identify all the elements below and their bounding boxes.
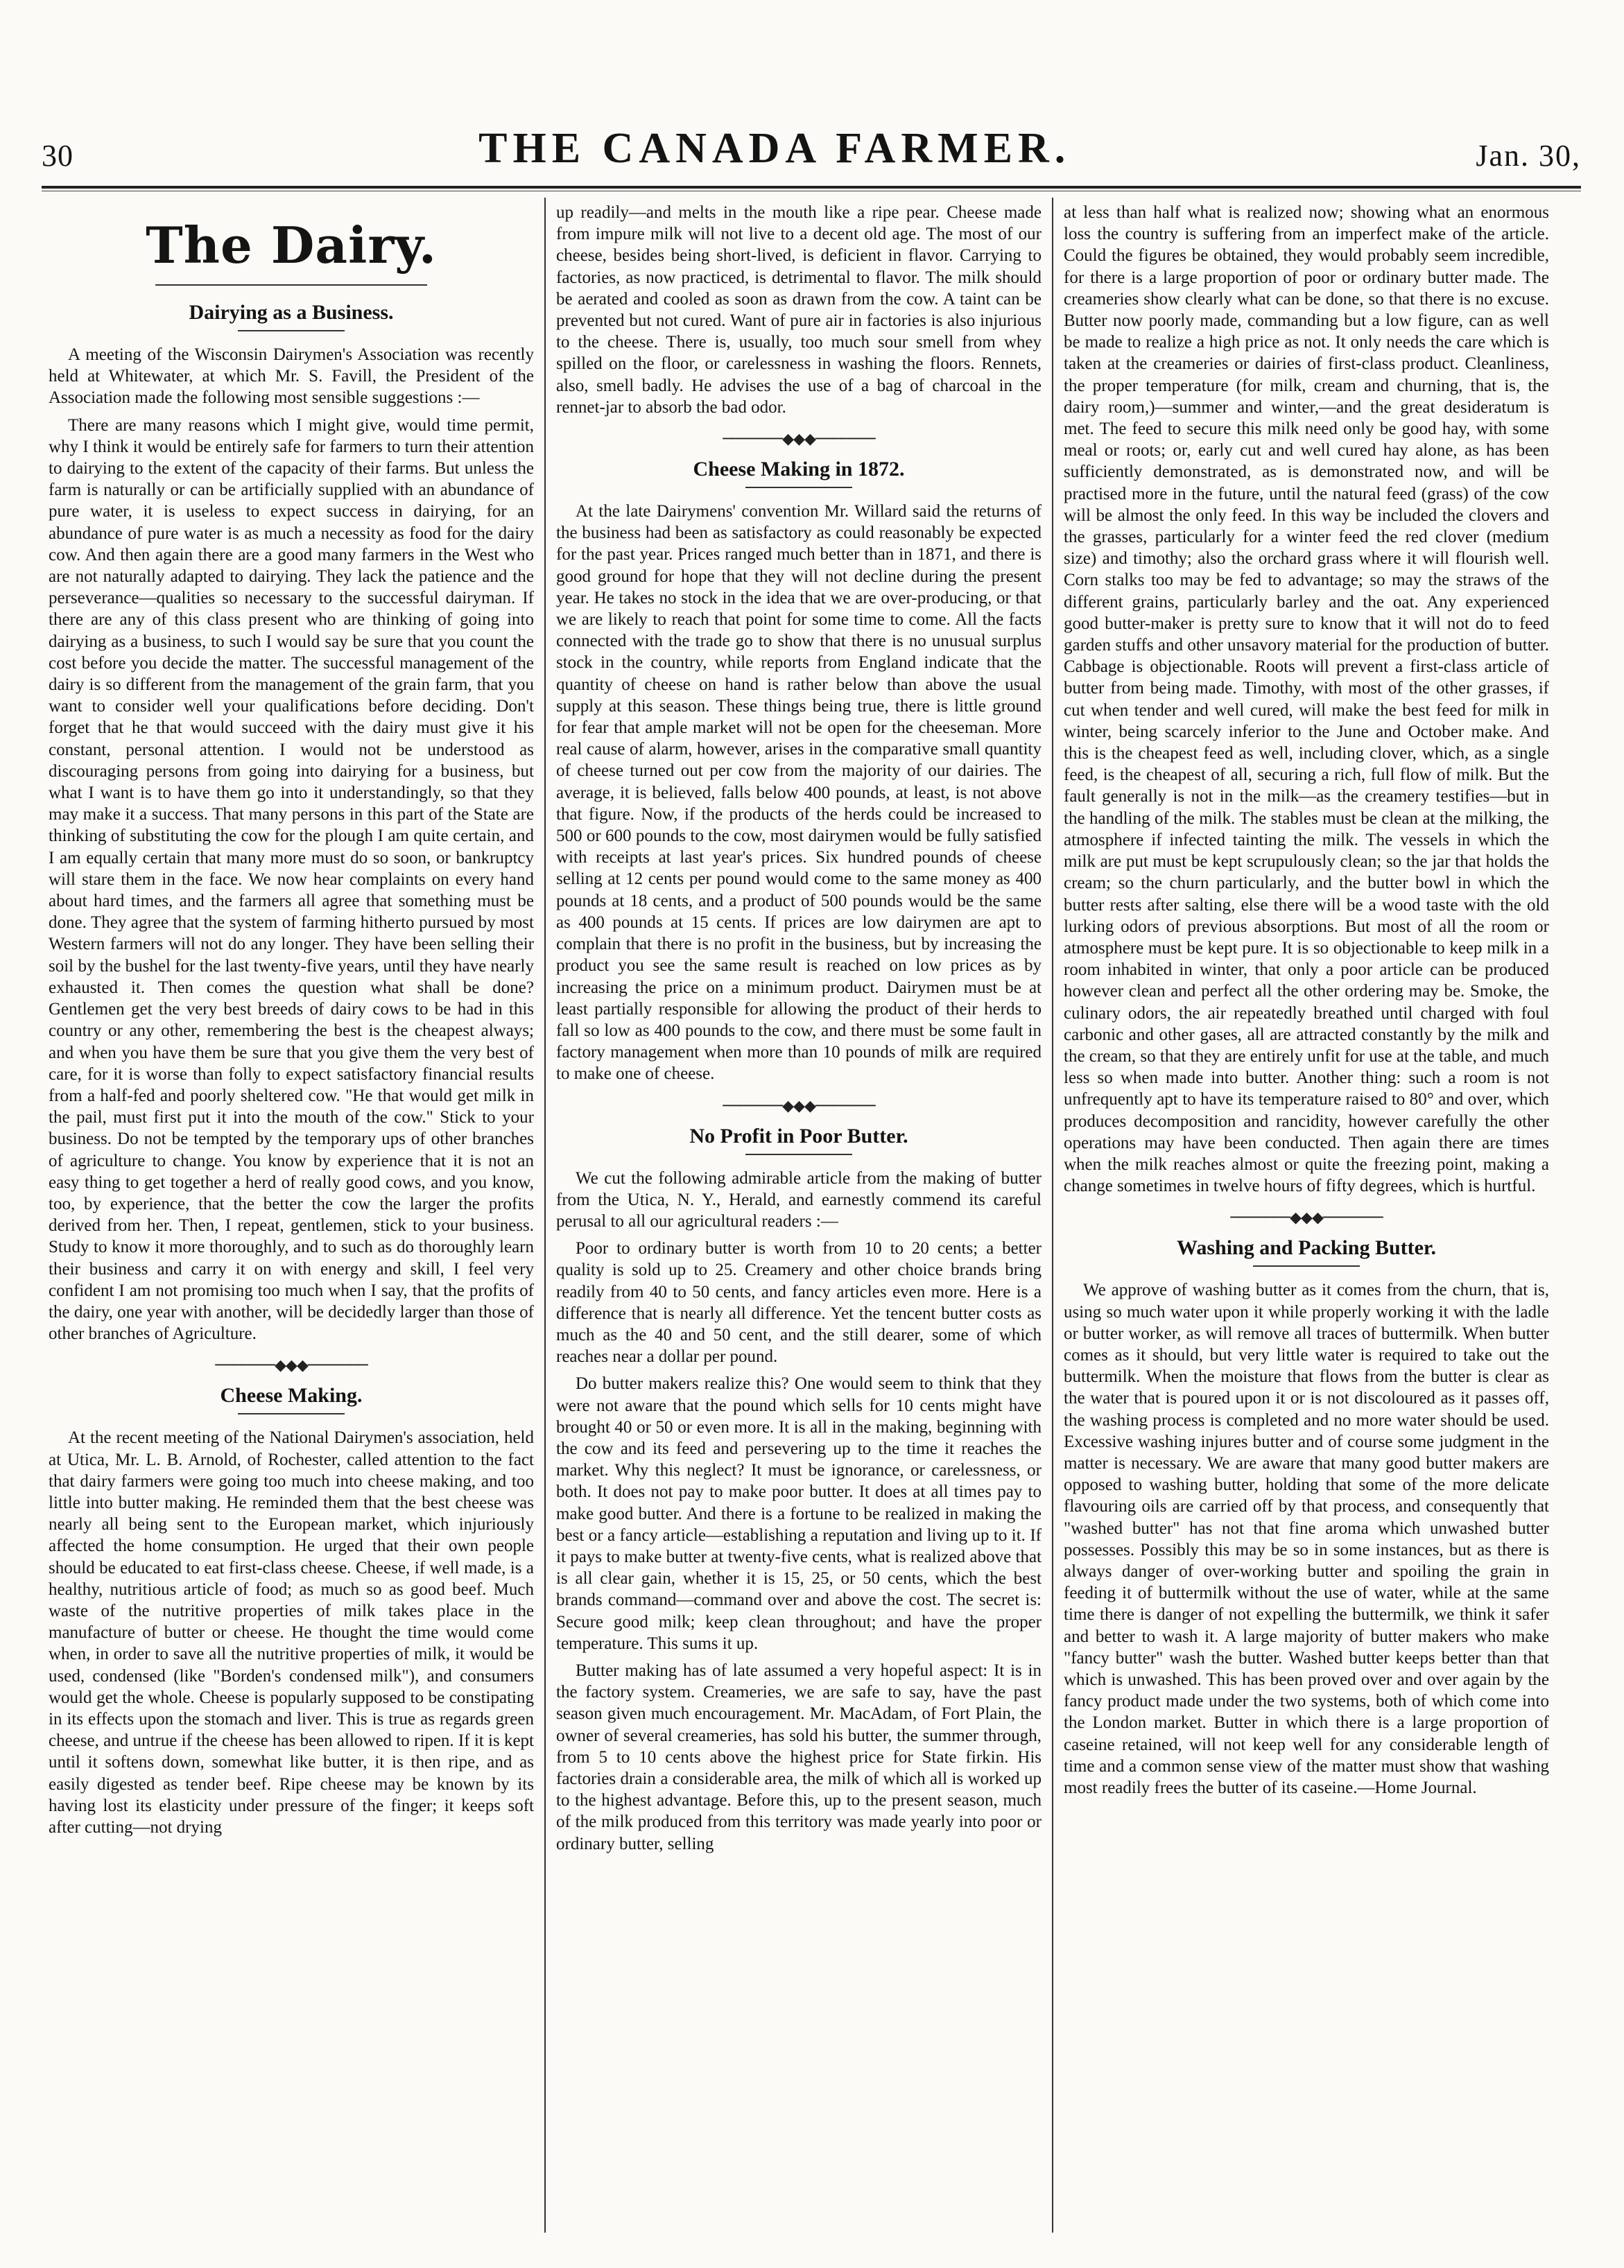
article-paragraph: At the recent meeting of the National Dairymen's association, held at Utica, Mr. L. B. Arnold, of Rochester, called attention to the fact that dairy farmers were going too much into cheese making, and too little into butter making. He reminded them that the best cheese was nearly all being sent to the European market, which injuriously affected the home consumption. He urged that their own people should be educated to eat first-class cheese. Cheese, if well made, is a healthy, nutritious article of food; as much so as good beef. Much waste of the nutritive properties of milk takes place in the manufacture of butter or cheese. He thought the time would come when, in order to save all the nutritive properties of milk, it would be used, condensed (like "Borden's condensed milk"), and consumers would get the whole. Cheese is popularly supposed to be constipating in its effects upon the stomach and liver. This is true as regards green cheese, and untrue if the cheese has been allowed to ripen. If it is kept until it softens down, somewhat like butter, it is then ripe, and as easily digested as tender beef. Ripe cheese may be known by its having lost its elasticity under pressure of the finger; it keeps soft after cutting—not drying xyxy=(49,1428,534,1837)
article-paragraph: At the late Dairymens' convention Mr. Willard said the returns of the business had been as satisfactory as could reasonably be expected for the past year. Prices ranged much better than in 1871, and there is good ground for hope that they will not decline during the present year. He takes no stock in the idea that we are over-producing, or that we are likely to reach that point for some time to come. All the facts connected with the trade go to show that there is no unusual surplus stock in the country, while reports from England indicate that the quantity of cheese on hand is rather below than above the usual supply at this season. These things being true, there is little ground for fear that ample market will not be open for the cheeseman. More real cause of alarm, however, arises in the comparative small quantity of cheese turned out per cow from the majority of our dairies. The average, it is believed, falls below 400 pounds, at least, is not above that figure. Now, if the products of the herds could be increased to 500 or 600 pounds to the cow, most dairymen would be fully satisfied with receipts at last year's prices. Six hundred pounds of cheese selling at 12 cents per pound would come to the same money as 400 pounds at 18 cents, and a product of 500 pounds would be the same as 400 pounds at 15 cents. If prices are low dairymen are apt to complain that there is no profit in the business, but by increasing the product you see the same result is reached on low prices as by increasing the price on a minimum product. Dairymen must be at least partially responsible for allowing the product of their herds to fall so low as 400 pounds to the cow, and there must be some fault in factory management when more than 10 pounds of milk are required to make one of cheese. xyxy=(556,502,1042,1084)
masthead-title: THE CANADA FARMER. xyxy=(478,125,1071,172)
article-title: Washing and Packing Butter. xyxy=(1177,1236,1436,1260)
section-ornament: ───────◆◆◆─────── xyxy=(723,431,875,449)
article-title: Dairying as a Business. xyxy=(189,301,394,324)
article-paragraph: up readily—and melts in the mouth like a ripe pear. Cheese made from impure milk will not live to a decent old age. The most of our cheese, besides being short-lived, is deficient in flavor. Carrying to factories, as now practiced, is detrimental to flavor. The milk should be aerated and cooled as soon as drawn from the cow. A taint can be prevented but not cured. Want of pure air in factories is also injurious to the cheese. There is, usually, too much sour smell from whey spilled on the floor, or carelessness in washing the floors. Rennets, also, smell badly. He advises the use of a bag of charcoal in the rennet-jar to absorb the bad odor. xyxy=(556,203,1042,417)
section-ornament: ───────◆◆◆─────── xyxy=(1230,1209,1383,1227)
issue-date: Jan. 30, xyxy=(1476,139,1581,173)
article-paragraph: We approve of washing butter as it comes from the churn, that is, using so much water upon it while properly working it with the ladle or butter worker, as will remove all traces of buttermilk. When butter comes as it should, but very little water is required to take out the buttermilk. When the moisture that flows from the butter is clear as the water that is poured upon it or is not discoloured as it passes off, the washing process is completed and no more water should be used. Excessive washing injures butter and of course some judgment in the matter is necessary. We are aware that many good butter makers are opposed to washing butter, holding that some of the more delicate flavouring oils are carried off by that process, and consequently that "washed butter" has not that fine aroma which unwashed butter possesses. Possibly this may be so in some instances, but as there is always danger of over-working butter and spoiling the grain in feeding it of buttermilk without the use of water, while at the same time there is danger of not expelling the buttermilk, we think it safer and better to wash it. A large majority of butter makers who make "fancy butter" wash the butter. Washed butter keeps better than that which is unwashed. This has been proved over and over again by the fancy product made under the two systems, both of which come into the London market. Butter in which there is a large proportion of caseine retained, will not keep well for any considerable length of time and a common sense view of the matter must show that washing most readily frees the butter of its caseine.—Home Journal. xyxy=(1064,1281,1549,1798)
column-1 xyxy=(42,198,541,2233)
column-divider xyxy=(1052,198,1053,2233)
article-title: Cheese Making. xyxy=(220,1384,363,1408)
newspaper-page xyxy=(42,69,1581,2233)
article-title: Cheese Making in 1872. xyxy=(693,458,905,481)
page-header xyxy=(42,97,1581,173)
title-rule xyxy=(238,1413,345,1414)
page-number: 30 xyxy=(42,139,74,173)
section-underline xyxy=(155,284,427,286)
article-paragraph: A meeting of the Wisconsin Dairymen's Association was recently held at Whitewater, at which Mr. S. Favill, the President of the Association made the following most sensible suggestions :— xyxy=(49,345,534,408)
column-divider xyxy=(544,198,546,2233)
column-3 xyxy=(1057,198,1556,2233)
title-rule xyxy=(238,330,345,331)
article-paragraph: Poor to ordinary butter is worth from 10 to 20 cents; a better quality is sold up to 25. Creamery and other choice brands bring readily from 40 to 50 cents, and fancy articles even more. Here is a difference that is nearly all difference. Yet the tencent butter costs as much as the 40 and 50 cent, and the still dearer, some of which reaches near a dollar per pound. xyxy=(556,1239,1042,1367)
article-title: No Profit in Poor Butter. xyxy=(689,1124,908,1148)
title-rule xyxy=(745,1154,852,1155)
title-rule xyxy=(1253,1265,1360,1267)
title-rule xyxy=(745,487,852,488)
article-paragraph: There are many reasons which I might give, would time permit, why I think it would be entirely safe for farmers to turn their attention to dairying to the extent of the capacity of their farms. But unless the farm is naturally or can be artificially supplied with an abundance of pure water, it is useless to expect success in dairying, for an abundance of pure water is as much a necessity as food for the dairy cow. And then again there are a good many farmers in the West who are not naturally adapted to dairying. They lack the patience and the perseverance—qualities so necessary to the successful dairyman. If there are any of this class present who are thinking of going into dairying as a business, to such I would say be sure that you count the cost before you decide the matter. The successful management of the dairy is so different from the management of the grain farm, that you want to consider well your qualifications before deciding. Don't forget that he that would succeed with the dairy must give it his constant, personal attention. I would not be understood as discouraging persons from going into dairying for a business, but what I want is to have them go into it understandingly, so that they may make it a success. That many persons in this part of the State are thinking of substituting the cow for the plough I am quite certain, and I am equally certain that many more must do so soon, or bankruptcy will stare them in the face. We now hear complaints on every hand about hard times, and the farmers all agree that something must be done. They agree that the system of farming hitherto pursued by most Western farmers will not do any longer. They have been selling their soil by the bushel for the last twenty-five years, until they have nearly exhausted it. Then comes the question what shall be done? Gentlemen get the very best breeds of dairy cows to be had in this country or any other, remembering the best is the cheapest always; and when you have them be sure that you give them the very best of care, for it is worse than folly to expect satisfactory financial results from a half-fed and poorly sheltered cow. "He that would get milk in the pail, must first put it into the mouth of the cow." Stick to your business. Do not be tempted by the temporary ups of other branches of agriculture to change. You know by experience that it is not an easy thing to get together a herd of really good cows, and you know, too, by experience, that the better the cow the larger the profits derived from her. Then, I repeat, gentlemen, stick to your business. Study to know it more thoroughly, and to such as do thoroughly learn their business and carry it on with energy and skill, I feel very confident I am not promising too much when I say, that the profits of the dairy, one year with another, will be decidedly larger than those of other branches of Agriculture. xyxy=(49,415,534,1344)
column-2 xyxy=(549,198,1048,2233)
article-paragraph: We cut the following admirable article from the making of butter from the Utica, N. Y., Herald, and earnestly commend its careful perusal to all our agricultural readers :— xyxy=(556,1168,1042,1231)
header-rule xyxy=(42,186,1581,189)
article-paragraph: at less than half what is realized now; showing what an enormous loss the country is suffering from an imperfect make of the article. Could the figures be obtained, they would probably seem incredible, for there is a large proportion of poor or ordinary butter made. The creameries show clearly what can be done, so that there is no excuse. Butter now poorly made, commanding but a low figure, can as well be made to realize a high price as not. It only needs the care which is taken at the creameries or dairies of first-class product. Cleanliness, the proper temperature (for milk, cream and churning, that is, the dairy room,)—summer and winter,—and the great desideratum is met. The feed to secure this milk need only be good hay, with some meal or roots; or, early cut and well cured hay alone, as has been sufficiently demonstrated, as is demonstrated now, and will be practised more in the future, until the natural feed (grass) of the cow will be almost the only feed. In this way be included the clovers and the grasses, particularly for a winter feed the red clover (medium size) and timothy; also the orchard grass where it will flourish well. Corn stalks too may be fed to advantage; so may the straws of the different grains, particularly barley and the oat. Any experienced good butter-maker is pretty sure to know that it will not do to feed garden stuffs and other unsavory material for the production of butter. Cabbage is objectionable. Roots will prevent a first-class article of butter from being made. Timothy, with most of the other grasses, if cut when tender and well cured, will make the best feed for milk in winter, being scarcely inferior to the June and October make. And this is the cheapest feed as well, including clover, which, as a single feed, is the cheapest of all, securing a rich, full flow of milk. But the fault generally is not in the milk—as the creamery testifies—but in the handling of the milk. The stables must be clean at the milking, the atmosphere if infected tainting the milk. The vessels in which the milk are put must be kept scrupulously clean; so the jar that holds the cream; so the churn particularly, and the butter bowl in which the butter rests after salting, else there will be a wood taste with the old lurking odors of previous absorptions. But most of all the room or atmosphere must be kept pure. It is so objectionable to keep milk in a room inhabited in winter, that only a poor article can be produced however clean and perfect all the other ordering may be. Smoke, the culinary odors, the air repeatedly breathed until charged with foul carbonic and other gases, all are attracted constantly by the milk and the cream, so that they are entirely unfit for use at the table, and much less so when made into butter. Another thing: such a room is not unfrequently apt to have its temperature raised to 80° and over, which produces decomposition and rancidity, however carefully the other operations may have been conducted. Then again there are times when the milk reaches almost or quite the freezing point, making a change sometimes in twelve hours of fifty degrees, which is hurtful. xyxy=(1064,203,1549,1196)
columns xyxy=(42,198,1581,2233)
section-title: The Dairy. xyxy=(146,216,437,275)
section-ornament: ───────◆◆◆─────── xyxy=(723,1097,875,1115)
article-paragraph: Butter making has of late assumed a very hopeful aspect: It is in the factory system. Creameries, we are safe to say, have the past season given much encouragement. Mr. MacAdam, of Fort Plain, the owner of several creameries, has sold his butter, the summer through, from 5 to 10 cents above the highest price for State firkin. His factories drain a considerable area, the milk of which all is worked up to the highest advantage. Before this, up to the present season, much of the milk produced from this territory was made yearly into poor or ordinary butter, selling xyxy=(556,1661,1042,1853)
section-ornament: ───────◆◆◆─────── xyxy=(215,1357,368,1375)
article-paragraph: Do butter makers realize this? One would seem to think that they were not aware that the pound which sells for 10 cents might have brought 40 or 50 or even more. It is all in the making, beginning with the cow and its feed and persevering up to the time it reaches the market. Why this neglect? It must be ignorance, or carelessness, or both. It does not pay to make poor butter. It does at all times pay to make good butter. And there is a fortune to be realized in making the best or a fancy article—establishing a reputation and living up to it. If it pays to make butter at twenty-five cents, what is realized above that is all clear gain, whether it is 15, 25, or 50 cents, which the best brands command—command over and above the cost. The secret is: Secure good milk; keep clean throughout; and have the proper temperature. This sums it up. xyxy=(556,1374,1042,1653)
